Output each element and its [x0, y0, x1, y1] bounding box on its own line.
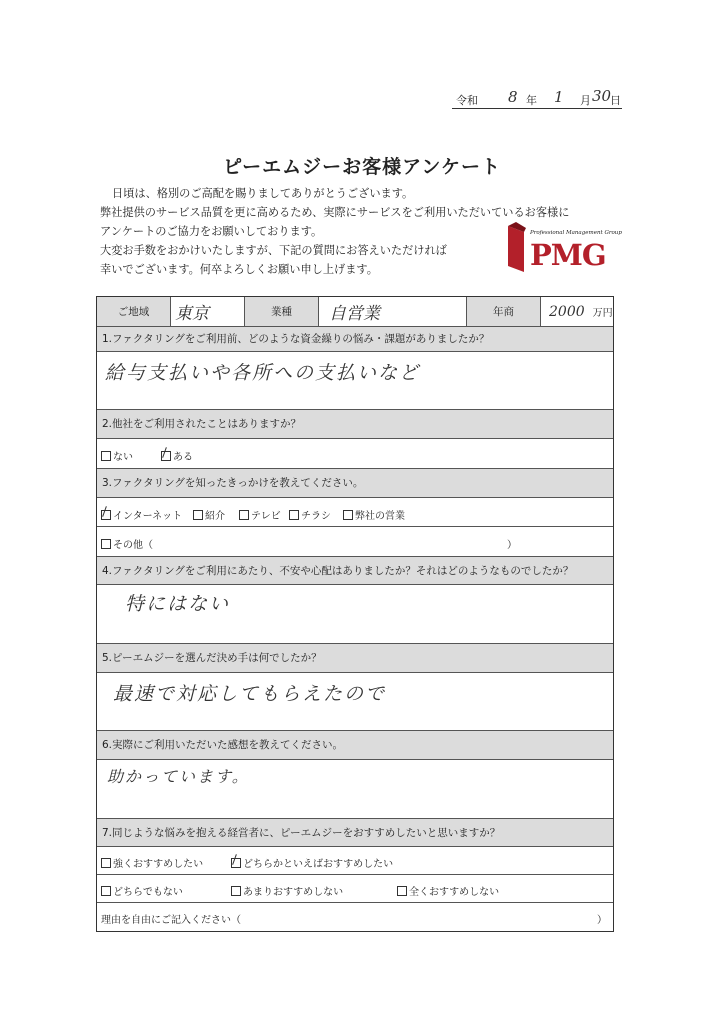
option-tv[interactable]: [239, 507, 281, 522]
revenue-value: 2000: [549, 303, 585, 320]
option-referral[interactable]: [193, 507, 225, 522]
answer-6: 助かっています。: [107, 767, 250, 786]
intro-line: アンケートのご協力をお願いしております。: [100, 225, 323, 238]
option-label: 強くおすすめしたい: [113, 859, 204, 870]
checkbox-icon[interactable]: [101, 539, 111, 549]
option-label: あまりおすすめしない: [243, 887, 344, 898]
region-label: ご地域: [97, 297, 171, 326]
option-flyer[interactable]: [289, 507, 331, 522]
other-close-paren: ）: [507, 540, 517, 551]
info-row: [97, 297, 613, 327]
answer-3-row: [97, 498, 613, 527]
intro-line: 弊社提供のサービス品質を更に高めるため、実際にサービスをご利用いただいているお客様に: [100, 206, 570, 219]
option-somewhat-recommend[interactable]: [231, 855, 393, 870]
answer-1-box[interactable]: [97, 352, 613, 410]
year-value: 8: [508, 88, 518, 106]
checked-checkbox-icon[interactable]: [161, 451, 171, 461]
month-unit: 月: [580, 94, 591, 107]
checkbox-icon[interactable]: [231, 886, 241, 896]
option-not-really-recommend[interactable]: [231, 883, 343, 898]
option-label: インターネット: [113, 511, 183, 522]
question-3: 3.ファクタリングを知ったきっかけを教えてください。: [97, 469, 613, 498]
answer-1: 給与支払いや各所への支払いなど: [105, 362, 421, 384]
option-not-recommend[interactable]: [397, 883, 499, 898]
checkbox-icon[interactable]: [101, 858, 111, 868]
era-label: 令和: [456, 94, 478, 107]
revenue-label: 年商: [467, 297, 541, 326]
checkbox-icon[interactable]: [101, 886, 111, 896]
logo-mark-icon: [504, 222, 526, 274]
question-1: 1.ファクタリングをご利用前、どのような資金繰りの悩み・課題がありましたか？: [97, 327, 613, 352]
answer-2-row: [97, 439, 613, 469]
option-none[interactable]: [101, 448, 133, 463]
answer-5: 最速で対応してもらえたので: [113, 683, 387, 705]
question-2: 2.他社をご利用されたことはありますか？: [97, 410, 613, 439]
option-sales[interactable]: [343, 507, 405, 522]
option-label: ある: [173, 452, 193, 463]
option-label: その他（: [113, 540, 153, 551]
industry-field[interactable]: 自営業: [319, 297, 467, 326]
reason-label: 理由を自由にご記入ください（: [101, 915, 241, 926]
checkbox-icon[interactable]: [101, 451, 111, 461]
option-label: 紹介: [205, 511, 225, 522]
intro-line: 大変お手数をおかけいたしますが、下記の質問にお答えいただければ: [100, 244, 447, 257]
option-internet[interactable]: [101, 507, 182, 522]
day-unit: 日: [610, 94, 621, 107]
option-label: テレビ: [251, 511, 281, 522]
month-value: 1: [554, 88, 564, 106]
region-field[interactable]: 東京: [171, 297, 245, 326]
intro-text: [100, 184, 569, 279]
option-label: 全くおすすめしない: [409, 887, 500, 898]
checkbox-icon[interactable]: [289, 510, 299, 520]
answer-4-box[interactable]: [97, 585, 613, 644]
answer-7-row-1: [97, 847, 613, 875]
checkbox-icon[interactable]: [397, 886, 407, 896]
industry-label: 業種: [245, 297, 319, 326]
answer-3-other-row: [97, 527, 613, 557]
reason-row[interactable]: [97, 903, 613, 931]
answer-7-row-2: [97, 875, 613, 903]
survey-title: ピーエムジーお客様アンケート: [222, 156, 502, 178]
revenue-field[interactable]: [541, 297, 613, 326]
intro-line: 日頃は、格別のご高配を賜りましてありがとうございます。: [112, 187, 414, 200]
question-5: 5.ピーエムジーを選んだ決め手は何でしたか？: [97, 644, 613, 673]
date-line: [452, 87, 622, 109]
checkbox-icon[interactable]: [193, 510, 203, 520]
option-label: ない: [113, 452, 133, 463]
question-7: 7.同じような悩みを抱える経営者に、ピーエムジーをおすすめしたいと思いますか？: [97, 819, 613, 847]
option-neutral[interactable]: [101, 883, 183, 898]
reason-close-paren: ）: [597, 915, 607, 926]
pmg-logo: [504, 222, 622, 278]
logo-tagline: Professional Management Group: [530, 230, 622, 236]
question-6: 6.実際にご利用いただいた感想を教えてください。: [97, 731, 613, 760]
checkbox-icon[interactable]: [239, 510, 249, 520]
answer-4: 特にはない: [125, 593, 231, 615]
day-value: 30: [592, 87, 612, 105]
answer-6-box[interactable]: [97, 760, 613, 819]
option-label: 弊社の営業: [355, 511, 405, 522]
option-label: チラシ: [301, 511, 331, 522]
intro-line: 幸いでございます。何卒よろしくお願い申し上げます。: [100, 263, 378, 276]
option-strongly-recommend[interactable]: [101, 855, 203, 870]
option-other[interactable]: [101, 536, 153, 551]
checkbox-icon[interactable]: [343, 510, 353, 520]
year-unit: 年: [526, 94, 537, 107]
checked-checkbox-icon[interactable]: [231, 858, 241, 868]
option-yes[interactable]: [161, 448, 193, 463]
survey-form: [96, 296, 614, 932]
revenue-unit: 万円: [592, 308, 613, 319]
checked-checkbox-icon[interactable]: [101, 510, 111, 520]
answer-5-box[interactable]: [97, 673, 613, 731]
question-4: 4.ファクタリングをご利用にあたり、不安や心配はありましたか？それはどのようなものでしたか？: [97, 557, 613, 585]
logo-text: PMG: [530, 238, 606, 272]
option-label: どちらでもない: [113, 887, 183, 898]
option-label: どちらかといえばおすすめしたい: [243, 859, 394, 870]
